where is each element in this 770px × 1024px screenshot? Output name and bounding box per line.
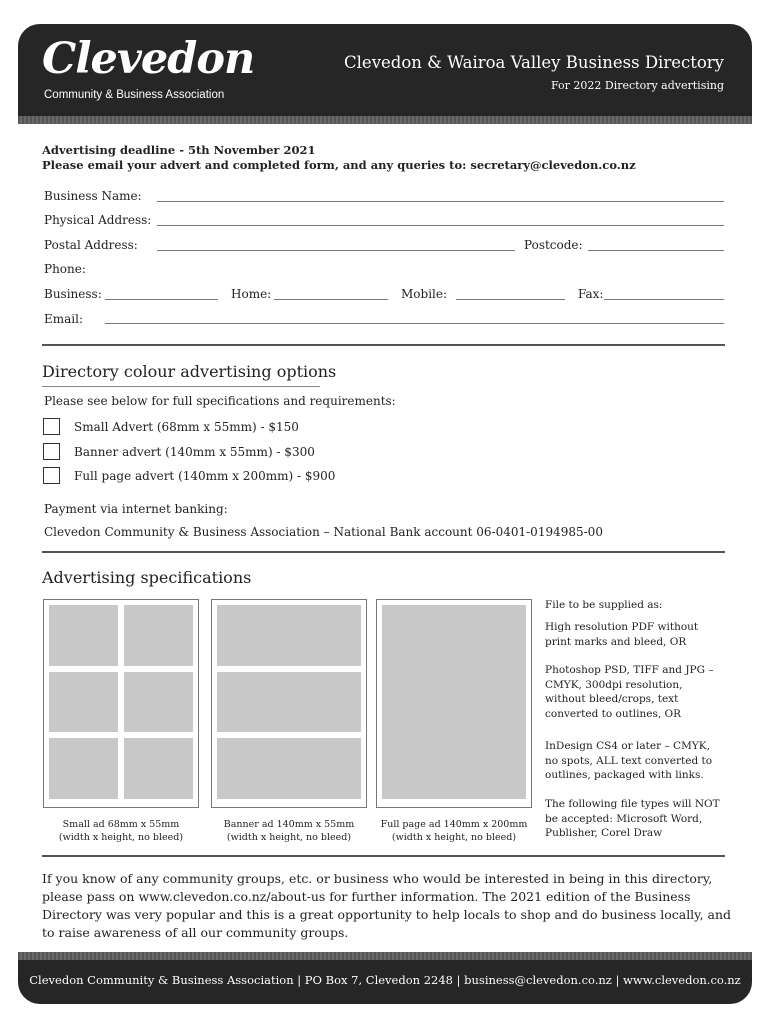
mobile-phone-field[interactable] [456, 299, 565, 300]
ad-slot [49, 605, 118, 666]
fax-label: Fax: [578, 287, 604, 301]
business-phone-label: Business: [44, 287, 102, 301]
mobile-phone-label: Mobile: [401, 287, 448, 301]
business-phone-field[interactable] [105, 299, 218, 300]
full-page-ad-note: (width x height, no bleed) [391, 832, 517, 843]
small-ad-caption [43, 818, 199, 844]
full-page-ad-caption [370, 818, 538, 844]
postal-address-label: Postal Address: [44, 238, 138, 252]
small-ad-size: Small ad 68mm x 55mm [62, 819, 180, 830]
header-stripe [18, 116, 752, 124]
ad-slot [124, 605, 193, 666]
ad-slot [382, 605, 526, 799]
full-page-ad-diagram [376, 599, 532, 808]
ad-slot [124, 738, 193, 799]
ad-slot [49, 672, 118, 732]
email-field[interactable] [105, 323, 724, 324]
file-requirement-pdf: High resolution PDF without print marks and bleed, OR [545, 621, 699, 648]
full-page-advert-checkbox[interactable] [43, 467, 60, 484]
ad-slot [49, 738, 118, 799]
small-ad-note: (width x height, no bleed) [58, 832, 184, 843]
banner-ad-size: Banner ad 140mm x 55mm [223, 819, 355, 830]
postal-address-field[interactable] [157, 250, 515, 251]
page-title: Clevedon & Wairoa Valley Business Directory [344, 53, 724, 72]
email-instruction: Please email your advert and completed form, and any queries to: secretary@clevedon.co.nz [42, 158, 636, 172]
heading-underline [42, 386, 320, 387]
ad-slot [217, 738, 361, 799]
small-ad-diagram [43, 599, 199, 808]
logo: Clevedon [42, 34, 255, 84]
ad-slot [217, 672, 361, 732]
home-phone-field[interactable] [274, 299, 388, 300]
banner-ad-diagram [211, 599, 367, 808]
deadline-line: Advertising deadline - 5th November 2021 [42, 143, 316, 157]
phone-label: Phone: [44, 262, 86, 276]
full-page-advert-label: Full page advert (140mm x 200mm) - $900 [74, 469, 336, 483]
community-note: If you know of any community groups, etc. or business who would be interested in being in this directory, please pass on www.clevedon.co.nz/about-us for further information. The 2021 edition of the Business Directory was very popular and this is a great opportunity to help locals to shop and do business locally, and to raise awareness of all our community groups. [42, 871, 732, 940]
file-heading: File to be supplied as: [545, 599, 663, 611]
payment-label: Payment via internet banking: [44, 502, 228, 516]
small-advert-checkbox[interactable] [43, 418, 60, 435]
banner-advert-checkbox[interactable] [43, 443, 60, 460]
full-page-ad-size: Full page ad 140mm x 200mm [380, 819, 528, 830]
footer-contact: Clevedon Community & Business Association | PO Box 7, Clevedon 2248 | business@clevedon.co.nz | www.clevedon.co.nz [29, 973, 741, 987]
file-requirement-indesign: InDesign CS4 or later – CMYK, no spots, ALL text converted to outlines, packaged with links. [545, 740, 713, 781]
postcode-field[interactable] [588, 250, 724, 251]
bank-account-details: Clevedon Community & Business Association – National Bank account 06-0401-0194985-00 [44, 525, 603, 539]
email-label: Email: [44, 312, 84, 326]
small-advert-label: Small Advert (68mm x 55mm) - $150 [74, 420, 299, 434]
page-subtitle: For 2022 Directory advertising [551, 79, 724, 92]
banner-ad-caption [211, 818, 367, 844]
options-intro: Please see below for full specifications and requirements: [44, 394, 396, 408]
ad-slot [124, 672, 193, 732]
banner-ad-note: (width x height, no bleed) [226, 832, 352, 843]
home-phone-label: Home: [231, 287, 272, 301]
physical-address-label: Physical Address: [44, 213, 152, 227]
file-requirement-image: Photoshop PSD, TIFF and JPG – CMYK, 300dpi resolution, without bleed/crops, text converted to outlines, OR [545, 664, 714, 720]
postcode-label: Postcode: [524, 238, 583, 252]
logo-subtitle: Community & Business Association [44, 89, 225, 101]
business-name-field[interactable] [157, 201, 724, 202]
banner-advert-label: Banner advert (140mm x 55mm) - $300 [74, 445, 315, 459]
specs-heading: Advertising specifications [42, 568, 252, 587]
fax-field[interactable] [604, 299, 724, 300]
divider [42, 855, 725, 857]
footer-stripe [18, 952, 752, 960]
divider [42, 551, 725, 553]
business-name-label: Business Name: [44, 189, 142, 203]
file-requirement-rejected: The following file types will NOT be accepted: Microsoft Word, Publisher, Corel Draw [545, 798, 720, 839]
physical-address-field[interactable] [157, 225, 724, 226]
deadline-notice [42, 143, 636, 173]
ad-slot [217, 605, 361, 666]
divider [42, 344, 725, 346]
options-heading: Directory colour advertising options [42, 362, 337, 381]
